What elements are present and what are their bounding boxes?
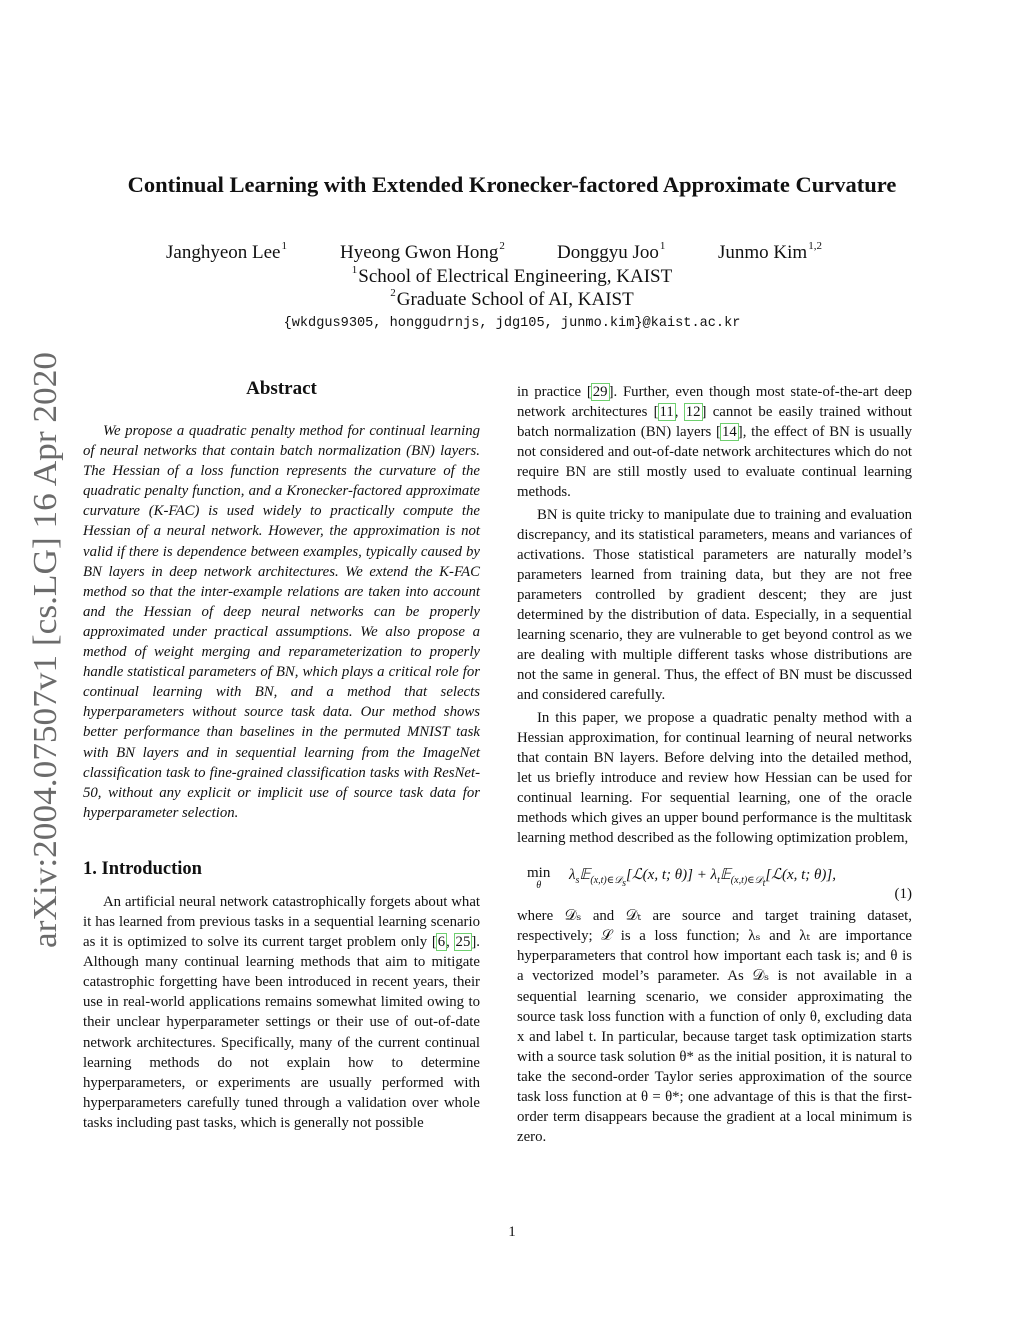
equation-body: $\lambda_s𝔼_{(x,t)\in 𝒟_s}[ℒ(x$, t; $\theta)] + \lambda_t𝔼_{(x,t)\in 𝒟_t}[ℒ(x$, t; θ)], bbox=[569, 867, 837, 890]
citation-link[interactable]: 6 bbox=[437, 934, 446, 951]
arxiv-stamp bbox=[20, 350, 64, 950]
arxiv-id-text: arXiv:2004.07507v1 [cs.LG] 16 Apr 2020 bbox=[27, 382, 64, 948]
body-paragraph: BN is quite tricky to manipulate due to training and evaluation discrepancy, and its statistical parameters, means and variances of activations. Those statistical parameters are naturally model’s parameters learned from training data, but they are not free parameters controlled by gradient descent; they are just determined by the distribution of data. Especially, in a sequential learning scenario, they are vulnerable to get beyond control as we are dealing with multiple different tasks whose distributions are not the same in general. Thus, the effect of BN must be discussed and considered carefully. bbox=[517, 506, 912, 704]
citation-link[interactable]: 25 bbox=[455, 934, 471, 951]
affiliation-1: $^1$School of Electrical Engineering, KAIST bbox=[351, 264, 673, 287]
introduction-heading: 1. Introduction bbox=[83, 858, 202, 879]
equation-1 bbox=[517, 860, 912, 904]
citation-link[interactable]: 14 bbox=[721, 424, 737, 441]
author-4: Junmo Kim$^{1,2}$ bbox=[718, 240, 822, 263]
introduction-paragraph: An artificial neural network catastrophically forgets about what it has learned from previous tasks in a sequential learning scenario as it is optimized to solve its current target problem only [6, 25]. Although many continual learning methods that aim to mitigate catastrophic forgetting have been introduced in recent years, their use in real-world applications remains somewhat limited owing to their unclear hyperparameter settings or their use of out-of-date network architectures. Specifically, many of the current continual learning methods do not explain how to determine hyperparameters, or experiments are usually performed with hyperparameters carefully tuned through a validation over whole tasks including past tasks, which is generally not possible bbox=[83, 893, 480, 1131]
abstract-text: We propose a quadratic penalty method for continual learning of neural networks that contain batch normalization (BN) layers. The Hessian of a loss function represents the curvature of the quadratic penalty function, and a Kronecker-factored approximate curvature (K-FAC) is used widely to practically compute the Hessian of a neural network. However, the approximation is not valid if there is dependence between examples, typically caused by BN layers in deep network architectures. We extend the K-FAC method so that the inter-example relations are taken into account and the Hessian of deep neural networks can be properly approximated under practical assumptions. We also propose a method of weight merging and reparameterization to properly handle statistical parameters of BN, which plays a critical role for continual learning with BN, and a method that selects hyperparameters without source task data. Our method shows better performance than baselines in the permuted MNIST task with BN layers and in sequential learning from the ImageNet classification task to fine-grained classification tasks with ResNet-50, without any explicit or implicit use of source task data for hyperparameter selection. bbox=[83, 423, 480, 821]
citation-link[interactable]: 29 bbox=[592, 384, 608, 400]
citation-link[interactable]: 11 bbox=[659, 404, 674, 421]
body-paragraph: in practice [29]. Further, even though most state-of-the-art deep network architectures [11, 12] cannot be easily trained without batch normalization (BN) layers [14], the effect of BN is usually not considered and out-of-date network architectures which do not require BN are still mostly used to evaluate continual learning methods. bbox=[517, 384, 913, 501]
equation-min-operator: min θ bbox=[527, 865, 551, 892]
right-column bbox=[517, 382, 912, 1147]
author-emails: {wkdgus9305, honggudrnjs, jdg105, junmo.kim}@kaist.ac.kr bbox=[283, 316, 741, 331]
author-1: Janghyeon Lee$^1$ bbox=[166, 240, 287, 263]
body-paragraph: where 𝒟ₛ and 𝒟ₜ are source and target training dataset, respectively; ℒ is a loss function; λₛ and λₜ are importance hyperparameters that control how important each task is; and θ is a vectorized model’s parameter. As 𝒟ₛ is not available in a sequential learning scenario, we consider approximating the source task loss function with a function of only θ, excluding data x and label t. In particular, because target task optimization starts with a source task solution θ* as the initial position, it is natural to take the second-order Taylor series approximation of the source task loss function at θ = θ*; one advantage of this is that the first-order term disappears because the gradient at a local minimum is zero. bbox=[517, 908, 912, 1146]
author-2: Hyeong Gwon Hong$^2$ bbox=[340, 240, 505, 263]
equation-number: (1) bbox=[894, 886, 912, 903]
page-number: 1 bbox=[508, 1224, 516, 1240]
citation-link[interactable]: 12 bbox=[685, 404, 701, 421]
body-paragraph: In this paper, we propose a quadratic penalty method with a Hessian approximation, for continual learning of neural networks that contain BN layers. Before delving into the detailed method, let us briefly introduce and review how Hessian can be used for continual learning. For sequential learning, one of the oracle methods which gives an upper bound performance is the multitask learning method described as the following optimization problem, bbox=[517, 709, 912, 847]
abstract-heading: Abstract bbox=[246, 378, 317, 399]
author-3: Donggyu Joo$^1$ bbox=[557, 240, 666, 263]
author-list bbox=[0, 240, 1024, 266]
left-column bbox=[83, 378, 480, 1133]
paper-title: Continual Learning with Extended Kronecker-factored Approximate Curvature bbox=[127, 172, 897, 197]
affiliation-2: $^2$Graduate School of AI, KAIST bbox=[390, 287, 634, 310]
